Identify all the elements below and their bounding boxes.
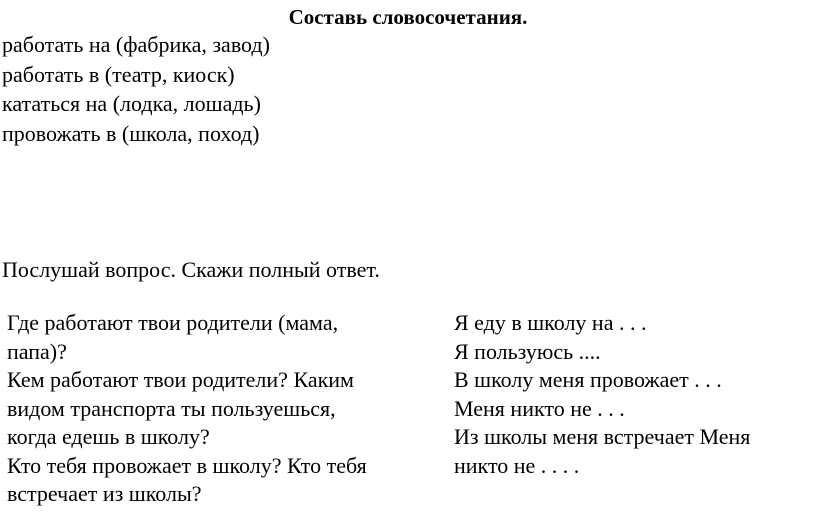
answer-line: никто не . . . . <box>454 452 580 478</box>
answer-line: Из школы меня встречает Меня <box>454 424 751 449</box>
question-line: Кто тебя провожает в школу? Кто тебя <box>7 452 367 478</box>
phrase-item: работать в (театр, киоск) <box>2 61 235 87</box>
question-line: Кем работают твои родители? Каким <box>7 367 354 392</box>
worksheet-title: Составь словосочетания. <box>288 5 528 29</box>
answer-line: В школу меня провожает . . . <box>454 367 722 392</box>
question-line: папа)? <box>7 338 67 364</box>
phrase-list <box>2 30 270 148</box>
answer-line: Меня никто не . . . <box>454 395 625 421</box>
answer-line: Я пользуюсь .... <box>454 338 601 364</box>
phrase-item: провожать в (школа, поход) <box>2 120 260 146</box>
question-line: когда едешь в школу? <box>7 424 210 449</box>
question-line: встречает из школы? <box>7 481 202 506</box>
phrase-item: работать на (фабрика, завод) <box>2 32 270 57</box>
task2-heading: Послушай вопрос. Скажи полный ответ. <box>2 257 380 282</box>
phrase-item: кататься на (лодка, лошадь) <box>2 91 261 116</box>
answer-line: Я еду в школу на . . . <box>454 310 647 335</box>
question-column <box>7 309 427 509</box>
question-line: Где работают твои родители (мама, <box>7 310 339 335</box>
question-line: видом транспорта ты пользуешься, <box>7 395 336 421</box>
answer-column <box>454 309 814 480</box>
